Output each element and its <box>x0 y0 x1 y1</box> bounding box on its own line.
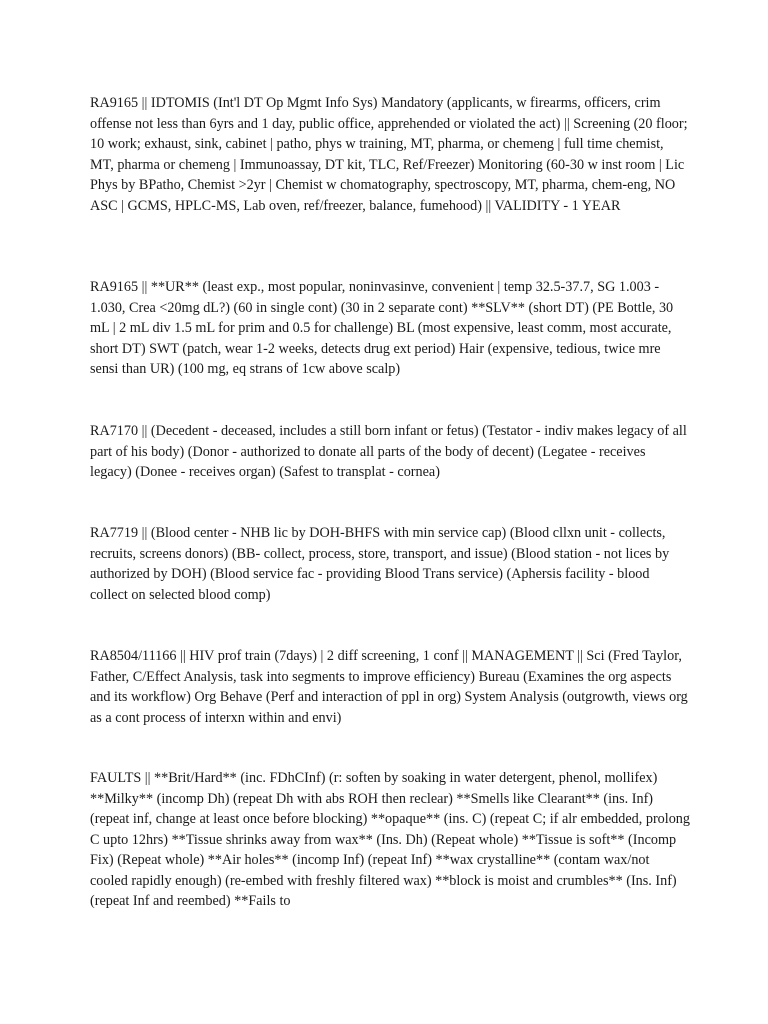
paragraph-ra7719: RA7719 || (Blood center - NHB lic by DOH-BHFS with min service cap) (Blood cllxn unit - collects, recruits, screens donors) (BB- collect, process, store, transport, and issue) (Blood station - not lices by authorized by DOH) (Blood service fac - providing Blood Trans service) (Aphersis facility - blood collect on selected blood comp) <box>90 525 670 603</box>
paragraph-ra7170: RA7170 || (Decedent - deceased, includes a still born infant or fetus) (Testator - indiv makes legacy of all part of his body) (Donor - authorized to donate all parts of the body of decent) (Legatee - receives legacy) (Donee - receives organ) (Safest to transplat - cornea) <box>90 423 687 480</box>
paragraph-ra9165-specimens: RA9165 || **UR** (least exp., most popular, noninvasinve, convenient | temp 32.5-37.7, SG 1.003 - 1.030, Crea <20mg dL?) (60 in single cont) (30 in 2 separate cont) **SLV** (short DT) (PE Bottle, 30 mL | 2 mL div 1.5 mL for prim and 0.5 for challenge) BL (most expensive, least comm, most accurate, short DT) SWT (patch, wear 1-2 weeks, detects drug ext period) Hair (expensive, tedious, twice mre sensi than UR) (100 mg, eq strans of 1cw above scalp) <box>90 279 674 377</box>
paragraph-faults: FAULTS || **Brit/Hard** (inc. FDhCInf) (r: soften by soaking in water detergent, phenol, mollifex) **Milky** (incomp Dh) (repeat Dh with abs ROH then reclear) **Smells like Clearant** (ins. Inf) (repeat inf, change at least once before blocking) **opaque** (ins. C) (repeat C; if alr embedded, prolong C upto 12hrs) **Tissue shrinks away from wax** (Ins. Dh) (Repeat whole) **Tissue is soft** (Incomp Fix) (Repeat whole) **Air holes** (incomp Inf) (repeat Inf) **wax crystalline** (contam wax/not cooled rapidly enough) (re-embed with freshly filtered wax) **block is moist and crumbles** (Ins. Inf) (repeat Inf and reembed) **Fails to <box>90 770 690 909</box>
paragraph-ra8504-management: RA8504/11166 || HIV prof train (7days) | 2 diff screening, 1 conf || MANAGEMENT || Sci (Fred Taylor, Father, C/Effect Analysis, task into segments to improve efficiency) Bureau (Examines the org aspects and its workflow) Org Behave (Perf and interaction of ppl in org) System Analysis (outgrowth, views org as a cont process of interxn within and envi) <box>90 648 688 726</box>
paragraph-ra9165-idtomis: RA9165 || IDTOMIS (Int'l DT Op Mgmt Info Sys) Mandatory (applicants, w firearms, officers, crim offense not less than 6yrs and 1 day, public office, apprehended or violated the act) || Screening (20 floor; 10 work; exhaust, sink, cabinet | patho, phys w training, MT, pharma, or chemeng | full time chemist, MT, pharma or chemeng | Immunoassay, DT kit, TLC, Ref/Freezer) Monitoring (60-30 w inst room | Lic Phys by BPatho, Chemist >2yr | Chemist w chomatography, spectroscopy, MT, pharma, chem-eng, NO ASC | GCMS, HPLC-MS, Lab oven, ref/freezer, balance, fumehood) || VALIDITY - 1 YEAR <box>90 95 688 214</box>
